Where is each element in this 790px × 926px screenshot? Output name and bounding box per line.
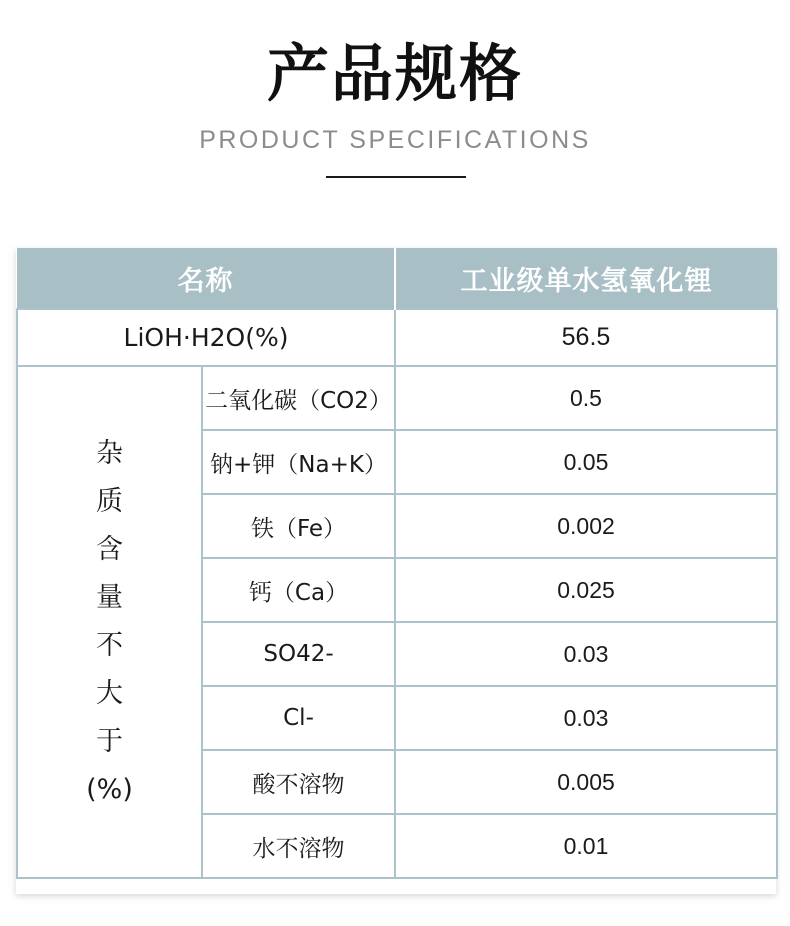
group-label-char: 于	[96, 726, 123, 757]
spec-table	[16, 248, 778, 879]
impurity-value: 0.01	[395, 814, 777, 878]
impurity-name: Cl-	[202, 686, 395, 750]
spec-table-container	[16, 248, 776, 894]
main-row-name: LiOH·H2O(%)	[17, 309, 395, 366]
impurity-value: 0.002	[395, 494, 777, 558]
column-header-grade: 工业级单水氢氧化锂	[395, 248, 777, 309]
group-label-char: 不	[96, 630, 123, 661]
group-label-char: 大	[96, 678, 123, 709]
group-label-char: 质	[96, 486, 123, 517]
group-label-char: 量	[96, 582, 123, 613]
impurity-value: 0.025	[395, 558, 777, 622]
impurity-name: 铁（Fe）	[202, 494, 395, 558]
impurity-group-label	[17, 366, 202, 878]
main-row-value: 56.5	[395, 309, 777, 366]
group-label-char: 含	[96, 534, 123, 565]
impurity-value: 0.03	[395, 686, 777, 750]
impurity-value: 0.005	[395, 750, 777, 814]
title-divider	[326, 176, 466, 178]
impurity-name: 钠+钾（Na+K）	[202, 430, 395, 494]
table-row	[17, 366, 777, 430]
impurity-name: 二氧化碳（CO2）	[202, 366, 395, 430]
impurity-name: SO42-	[202, 622, 395, 686]
group-label-char: 杂	[96, 438, 123, 469]
page-title: 产品规格	[266, 37, 523, 110]
table-header-row	[17, 248, 777, 309]
impurity-name: 水不溶物	[202, 814, 395, 878]
impurity-name: 钙（Ca）	[202, 558, 395, 622]
impurity-value: 0.05	[395, 430, 777, 494]
page-subtitle: PRODUCT SPECIFICATIONS	[199, 126, 591, 154]
group-label-char: (%)	[86, 774, 133, 805]
column-header-name: 名称	[17, 248, 395, 309]
impurity-name: 酸不溶物	[202, 750, 395, 814]
impurity-value: 0.5	[395, 366, 777, 430]
impurity-value: 0.03	[395, 622, 777, 686]
table-row	[17, 309, 777, 366]
